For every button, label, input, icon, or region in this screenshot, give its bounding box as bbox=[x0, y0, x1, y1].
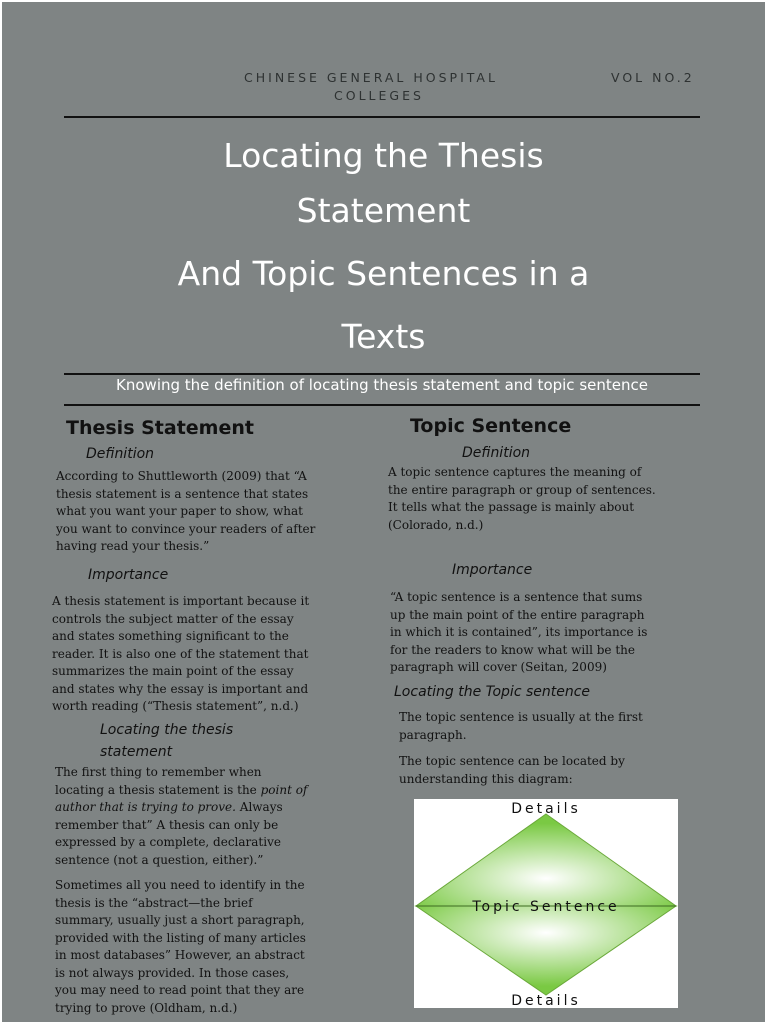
topic-importance-text: “A topic sentence is a sentence that sums up the main point of the entire paragraph in which it is contained”, its importance is for the readers to know what will be the paragraph will cover (Seitan, 2009) bbox=[390, 590, 648, 674]
page-title-line2: Statement bbox=[296, 191, 471, 230]
diagram-bottom-label: Details bbox=[511, 993, 581, 1008]
thesis-locating-paragraph-2: Sometimes all you need to identify in the thesis is the “abstract—the brief summary, usually just a short paragraph, provided with the listing of many articles in most databases” However, an abstract is not always provided. In those cases, you may need to read point that they are trying to prove (Oldham, n.d.) bbox=[55, 878, 306, 1015]
topic-importance-label: Importance bbox=[452, 562, 533, 578]
page-title-line4: Texts bbox=[341, 317, 426, 356]
topic-definition-text: A topic sentence captures the meaning of the entire paragraph or group of sentences. It tells what the passage is mainly about (Colorado, n.d.) bbox=[388, 465, 656, 532]
diagram-lower-triangle bbox=[416, 906, 676, 995]
thesis-definition-label: Definition bbox=[86, 446, 155, 462]
diagram-upper-triangle bbox=[416, 814, 676, 906]
topic-heading: Topic Sentence bbox=[410, 415, 572, 437]
topic-locating-paragraph-1: The topic sentence is usually at the first paragraph. bbox=[399, 710, 643, 742]
thesis-definition-text: According to Shuttleworth (2009) that “A thesis statement is a sentence that states what you want your paper to show, what you want to convince your readers of after having read your thesis.” bbox=[56, 469, 316, 553]
thesis-locating-paragraph-1: The first thing to remember when locating a thesis statement is the point of author that is trying to prove. Always remember that” A thesis can only be expressed by a complete, declarative sentence (not a question, either).” bbox=[55, 765, 308, 867]
thesis-heading: Thesis Statement bbox=[66, 417, 254, 439]
volume-number: VOL NO.2 bbox=[611, 70, 695, 85]
thesis-locating-label-line2: statement bbox=[100, 744, 173, 760]
thesis-locating-label-line1: Locating the thesis bbox=[100, 722, 234, 738]
topic-locating-paragraph-2: The topic sentence can be located by understanding this diagram: bbox=[399, 754, 625, 786]
thesis-importance-label: Importance bbox=[88, 567, 169, 583]
diagram-svg bbox=[414, 799, 678, 1008]
institution-name-line2: COLLEGES bbox=[334, 88, 424, 103]
header-rule bbox=[64, 116, 700, 118]
thesis-importance-text: A thesis statement is important because it controls the subject matter of the essay and states something significant to the reader. It is also one of the statement that summarizes the main point of the essay and states why the essay is important and worth reading (“Thesis statement”, n.d.) bbox=[52, 594, 310, 713]
newsletter-page bbox=[2, 2, 765, 1022]
topic-locating-label: Locating the Topic sentence bbox=[394, 684, 591, 700]
topic-sentence-diagram bbox=[414, 799, 678, 1008]
tagline-bottom-rule bbox=[64, 404, 700, 406]
page-title-line3: And Topic Sentences in a bbox=[177, 254, 590, 293]
diagram-top-label: Details bbox=[511, 801, 581, 817]
topic-definition-label: Definition bbox=[462, 445, 531, 461]
page-title-line1: Locating the Thesis bbox=[223, 136, 544, 175]
diagram-center-label: Topic Sentence bbox=[472, 899, 620, 915]
tagline: Knowing the definition of locating thesis statement and topic sentence bbox=[116, 376, 648, 394]
tagline-top-rule bbox=[64, 373, 700, 375]
institution-name-line1: CHINESE GENERAL HOSPITAL bbox=[244, 70, 498, 85]
